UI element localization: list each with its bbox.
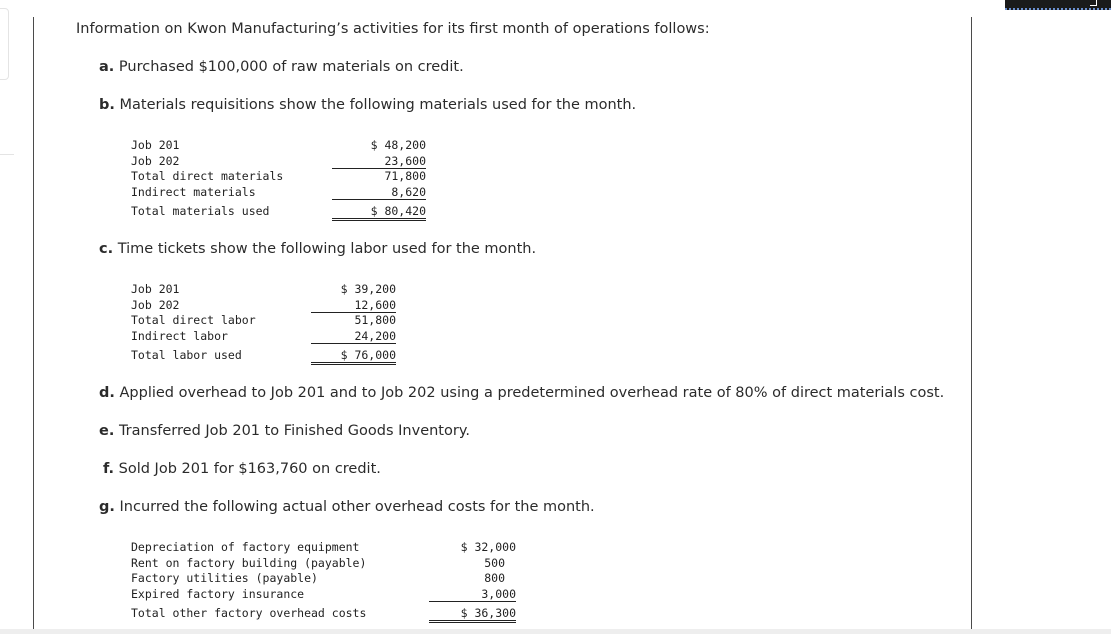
content-frame-right-border xyxy=(971,17,972,629)
problem-intro: Information on Kwon Manufacturing’s activities for its first month of operations follows: xyxy=(76,21,710,37)
item-e xyxy=(99,423,470,439)
row-label: Indirect labor xyxy=(131,328,228,343)
row-amount: $ 32,000 xyxy=(460,540,516,554)
item-c-text: Time tickets show the following labor used for the month. xyxy=(113,241,537,257)
table-row xyxy=(131,169,427,185)
row-amount: 51,800 xyxy=(354,313,396,327)
item-e-letter: e. xyxy=(99,423,115,439)
table-row xyxy=(131,298,397,314)
table-row xyxy=(131,204,427,220)
row-label: Job 202 xyxy=(131,297,180,312)
row-label: Rent on factory building (payable) xyxy=(131,555,367,570)
row-amount: 500 xyxy=(484,555,505,570)
table-row xyxy=(131,556,517,572)
row-amount: $ 76,000 xyxy=(311,348,396,365)
row-amount: 12,600 xyxy=(311,298,396,313)
item-d-letter: d. xyxy=(99,385,115,401)
row-amount: 8,620 xyxy=(332,185,426,200)
item-a xyxy=(99,59,464,75)
row-label: Total materials used xyxy=(131,204,270,218)
row-label: Job 201 xyxy=(131,282,180,296)
item-b-letter: b. xyxy=(99,97,115,113)
row-amount: 71,800 xyxy=(384,169,426,183)
table-row xyxy=(131,185,427,201)
row-amount: $ 36,300 xyxy=(429,606,516,623)
table-row xyxy=(131,348,397,364)
table-row xyxy=(131,329,397,345)
row-amount: $ 48,200 xyxy=(370,138,426,152)
item-b-text: Materials requisitions show the following materials used for the month. xyxy=(114,97,637,113)
row-amount: 24,200 xyxy=(311,329,396,344)
side-divider xyxy=(0,154,14,155)
row-label: Depreciation of factory equipment xyxy=(131,540,360,554)
row-label: Job 201 xyxy=(131,138,180,152)
table-row xyxy=(131,587,517,603)
overhead-table xyxy=(131,540,517,622)
item-f-text: Sold Job 201 for $163,760 on credit. xyxy=(114,461,381,477)
item-a-text: Purchased $100,000 of raw materials on credit. xyxy=(114,59,464,75)
item-g-text: Incurred the following actual other overhead costs for the month. xyxy=(114,499,595,515)
row-amount: 3,000 xyxy=(429,587,516,602)
materials-table xyxy=(131,138,427,220)
table-row xyxy=(131,606,517,622)
item-g xyxy=(99,499,595,515)
item-c xyxy=(99,241,536,257)
row-label: Job 202 xyxy=(131,153,180,168)
row-label: Total labor used xyxy=(131,348,242,362)
item-d xyxy=(99,385,944,401)
row-label: Total other factory overhead costs xyxy=(131,606,367,620)
item-g-letter: g. xyxy=(99,499,115,515)
table-row xyxy=(131,571,517,587)
row-label: Factory utilities (payable) xyxy=(131,571,318,585)
row-amount: 800 xyxy=(484,571,505,585)
item-f xyxy=(103,461,381,477)
corner-toolbar[interactable] xyxy=(1005,0,1111,10)
table-row xyxy=(131,282,397,298)
table-row xyxy=(131,313,397,329)
corner-check-icon xyxy=(1090,0,1097,6)
item-e-text: Transferred Job 201 to Finished Goods Inventory. xyxy=(114,423,470,439)
table-row xyxy=(131,540,517,556)
item-c-letter: c. xyxy=(99,241,114,257)
content-frame-left-border xyxy=(33,17,34,629)
row-amount: $ 80,420 xyxy=(332,204,426,221)
labor-table xyxy=(131,282,397,364)
item-b xyxy=(99,97,636,113)
row-label: Total direct materials xyxy=(131,169,284,183)
row-amount: 23,600 xyxy=(332,154,426,169)
row-label: Indirect materials xyxy=(131,184,256,199)
content-frame-bottom-border xyxy=(0,629,1111,634)
side-panel-tab[interactable] xyxy=(0,8,9,80)
row-label: Expired factory insurance xyxy=(131,586,305,601)
table-row xyxy=(131,138,427,154)
item-d-text: Applied overhead to Job 201 and to Job 202 using a predetermined overhead rate of 80% of direct materials cost. xyxy=(114,385,945,401)
item-a-letter: a. xyxy=(99,59,115,75)
item-f-letter: f. xyxy=(103,461,115,477)
table-row xyxy=(131,154,427,170)
row-amount: $ 39,200 xyxy=(340,282,396,296)
row-label: Total direct labor xyxy=(131,313,256,327)
